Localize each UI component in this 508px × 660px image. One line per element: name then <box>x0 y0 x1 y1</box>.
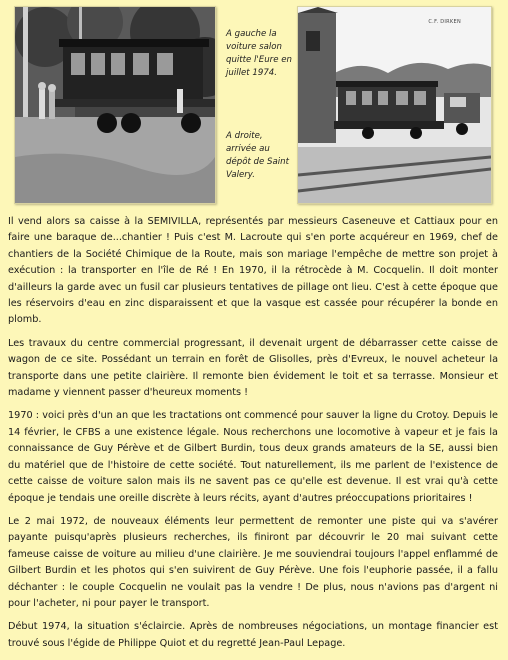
photo-carriage-leaving-eure <box>14 6 216 204</box>
paragraph: Les travaux du centre commercial progressant, il devenait urgent de débarrasser cette caisse de wagon de ce site. Possédant un terrain en forêt de Glisolles, près d'Evreux, le nouvel acheteur la transporte dans une petite clairière. Il remonte bien évidement le toit et sa terrasse. Monsieur et madame y viennent passer d'heureux moments ! <box>8 337 498 399</box>
photo-credit: C.F. DIRKEN <box>428 19 461 25</box>
photo-carriage-arrival-saint-valery <box>297 6 492 204</box>
caption-left-photo: A gauche la voiture salon quitte l'Eure en juillet 1974. <box>226 29 292 78</box>
caption-right-photo: A droite, arrivée au dépôt de Saint Valery. <box>226 131 289 180</box>
article-body <box>8 214 498 659</box>
photo-carriage-leaving-eure-image <box>15 7 215 203</box>
paragraph: Il vend alors sa caisse à la SEMIVILLA, représentés par messieurs Caseneuve et Cattiaux pour en faire une baraque de...chantier ! Puis c'est M. Lacroute qui s'en porte acquéreur en 1969, chef de chantiers de la Société Chimique de la Route, mais son mariage l'empêche de mettre son projet à exécution : la transporter en l'île de Ré ! En 1970, il la rétrocède à M. Cocquelin. Il doit monter d'ailleurs la garde avec un fusil car plusieurs tentatives de pillage ont lieu. C'est à cette époque que les réservoirs d'eau en zinc disparaissent et que la vasque est cassée pour récupérer la bonde en plomb. <box>8 216 498 326</box>
paragraph: 1970 : voici près d'un an que les tractations ont commencé pour sauver la ligne du Crotoy. Depuis le 14 février, le CFBS a une existence légale. Nous recherchons une locomotive à vapeur et je fais la connaissance de Guy Pérève et de Gilbert Burdin, tous deux grands amateurs de la SE, aussi bien du matériel que de l'histoire de cette société. Tout naturellement, ils me parlent de l'existence de cette caisse de voiture salon mais ils ne savent pas ce qu'elle est devenue. Il est vrai qu'à cette époque je tendais une oreille discrète à leurs récits, ayant d'autres préoccupations prioritaires ! <box>8 410 498 504</box>
paragraph: Début 1974, la situation s'éclaircie. Après de nombreuses négociations, un montage financier est trouvé sous l'égide de Philippe Quiot et du regretté Jean-Paul Lepage. <box>8 621 498 649</box>
paragraph: Le 2 mai 1972, de nouveaux éléments leur permettent de remonter une piste qui va s'avérer payante puisqu'après plusieurs recherches, ils finiront par découvrir le 20 mai suivant cette fameuse caisse de voiture au milieu d'une clairière. Je me souviendrai toujours l'appel enflammé de Gilbert Burdin et les photos qui s'en suivirent de Guy Pérève. Une fois l'euphorie passée, il a fallu déchanter : le couple Cocquelin ne voulait pas la vendre ! De plus, nous n'avions pas d'argent ni pour l'acheter, ni pour payer le transport. <box>8 515 498 609</box>
photo-carriage-arrival-image <box>298 7 491 203</box>
